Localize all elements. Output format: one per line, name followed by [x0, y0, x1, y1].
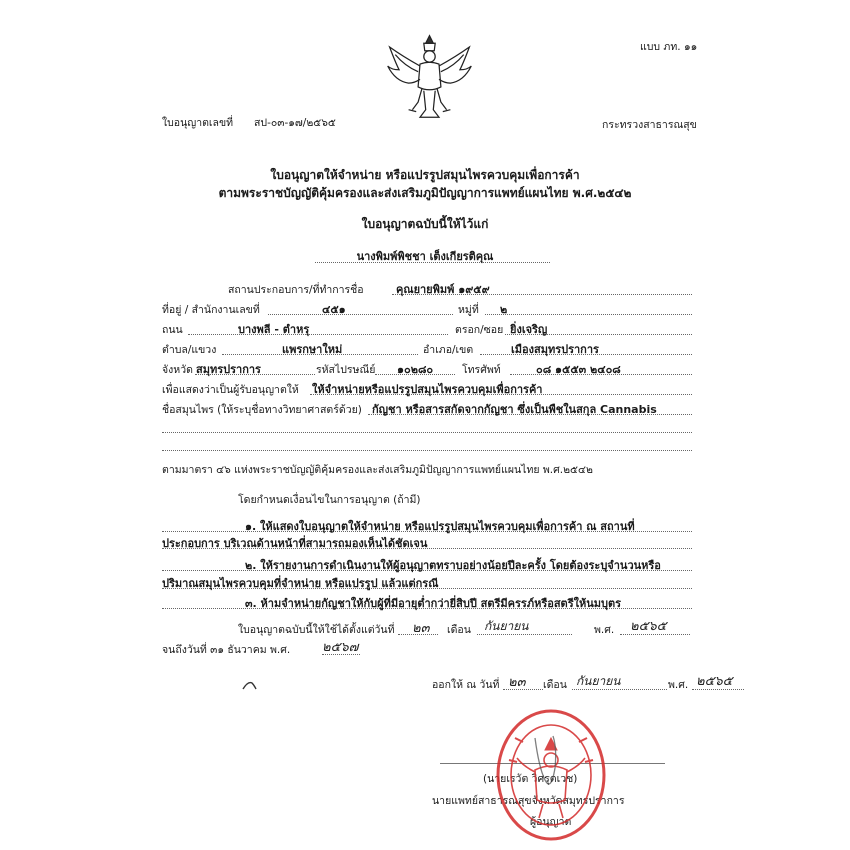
license-number-label: ใบอนุญาตเลขที่: [162, 117, 234, 129]
validity-from-label: ใบอนุญาตฉบับนี้ให้ใช้ได้ตั้งแต่วันที่: [238, 624, 395, 636]
issued-year: ๒๕๖๕: [696, 674, 733, 689]
district-value: เมืองสมุทรปราการ: [511, 343, 599, 356]
moo-label: หมู่ที่: [458, 304, 479, 316]
province-value: สมุทรปราการ: [196, 363, 261, 376]
issued-month-label: เดือน: [543, 679, 567, 691]
issued-label: ออกให้ ณ วันที่: [432, 679, 500, 691]
validity-from-year: ๒๕๖๕: [630, 619, 667, 634]
soi-label: ตรอก/ซอย: [455, 324, 504, 336]
garuda-emblem-icon: [382, 28, 477, 123]
validity-from-month: กันยายน: [484, 619, 529, 633]
condition-2-line-1: ๒. ให้รายงานการดำเนินงานให้ผู้อนุญาตทราบอย่างน้อยปีละครั้ง โดยต้องระบุจำนวนหรือ: [245, 559, 661, 572]
legal-basis: ตามมาตรา ๔๖ แห่งพระราชบัญญัติคุ้มครองและส่งเสริมภูมิปัญญาการแพทย์แผนไทย พ.ศ.๒๕๔๒: [162, 464, 593, 476]
issued-year-label: พ.ศ.: [668, 679, 689, 691]
license-number: สป-๐๓-๑๗/๒๕๖๕: [254, 117, 336, 129]
phone-value: ๐๘ ๑๕๕๓ ๒๔๐๘: [536, 363, 621, 376]
address-value: ๔๕๑: [322, 303, 346, 316]
issued-month: กันยายน: [576, 674, 621, 688]
signatory-role: ผู้อนุญาต: [530, 816, 572, 828]
validity-month-label: เดือน: [447, 624, 471, 636]
document-title: ใบอนุญาตให้จำหน่าย หรือแปรรูปสมุนไพรควบคุมเพื่อการค้า: [270, 168, 580, 182]
validity-from-day: ๒๓: [412, 621, 430, 636]
moo-value: ๒: [500, 303, 508, 316]
purpose-label: เพื่อแสดงว่าเป็นผู้รับอนุญาตให้: [162, 384, 299, 396]
district-label: อำเภอ/เขต: [423, 344, 474, 356]
herb-value: กัญชา หรือสารสกัดจากกัญชา ซึ่งเป็นพืชในสกุล Cannabis: [372, 403, 657, 416]
condition-1-line-2: ประกอบการ บริเวณด้านหน้าที่สามารถมองเห็นได้ชัดเจน: [162, 537, 428, 550]
business-value: คุณยายพิมพ์ ๑๙๕๙: [396, 283, 490, 296]
condition-1-line-1: ๑. ให้แสดงใบอนุญาตให้จำหน่าย หรือแปรรูปสมุนไพรควบคุมเพื่อการค้า ณ สถานที่: [245, 520, 635, 533]
signatory-name: (นายเรวัต วิศรุตเวช): [483, 773, 578, 785]
pen-mark-icon: [240, 675, 260, 695]
subdistrict-value: แพรกษาใหม่: [282, 343, 343, 356]
condition-3: ๓. ห้ามจำหน่ายกัญชาให้กับผู้ที่มีอายุต่ำกว่ายี่สิบปี สตรีมีครรภ์หรือสตรีให้นมบุตร: [245, 597, 622, 610]
licensee-name: นางพิมพ์พิชชา เต็งเกียรติคุณ: [356, 250, 494, 263]
road-label: ถนน: [162, 324, 183, 336]
province-label: จังหวัด: [162, 364, 193, 376]
road-value: บางพลี - ตำหรุ: [238, 323, 310, 336]
validity-until-label: จนถึงวันที่ ๓๑ ธันวาคม พ.ศ.: [162, 644, 291, 656]
official-seal-stamp-icon: [495, 708, 607, 843]
business-label: สถานประกอบการ/ที่ทำการชื่อ: [228, 284, 364, 296]
issued-day: ๒๓: [508, 675, 526, 690]
condition-2-line-2: ปริมาณสมุนไพรควบคุมที่จำหน่าย หรือแปรรูป แล้วแต่กรณี: [162, 577, 439, 590]
grant-label: ใบอนุญาตฉบับนี้ให้ไว้แก่: [361, 217, 489, 231]
conditions-label: โดยกำหนดเงื่อนไขในการอนุญาต (ถ้ามี): [238, 494, 421, 506]
document-subtitle: ตามพระราชบัญญัติคุ้มครองและส่งเสริมภูมิปัญญาการแพทย์แผนไทย พ.ศ.๒๕๔๒: [218, 186, 632, 200]
validity-until-year: ๒๕๖๗: [322, 640, 359, 655]
validity-year-label: พ.ศ.: [594, 624, 615, 636]
postcode-value: ๑๐๒๘๐: [397, 363, 434, 376]
phone-label: โทรศัพท์: [462, 364, 501, 376]
address-label: ที่อยู่ / สำนักงานเลขที่: [162, 304, 260, 316]
soi-value: ยิ่งเจริญ: [510, 323, 548, 336]
signatory-position: นายแพทย์สาธารณสุขจังหวัดสมุทรปราการ: [432, 795, 625, 807]
subdistrict-label: ตำบล/แขวง: [162, 344, 217, 356]
herb-label: ชื่อสมุนไพร (ให้ระบุชื่อทางวิทยาศาสตร์ด้วย): [162, 404, 362, 416]
postcode-label: รหัสไปรษณีย์: [316, 364, 376, 376]
ministry-name: กระทรวงสาธารณสุข: [602, 119, 697, 131]
purpose-value: ให้จำหน่ายหรือแปรรูปสมุนไพรควบคุมเพื่อการค้า: [312, 383, 543, 396]
form-code: แบบ ภท. ๑๑: [640, 41, 698, 53]
